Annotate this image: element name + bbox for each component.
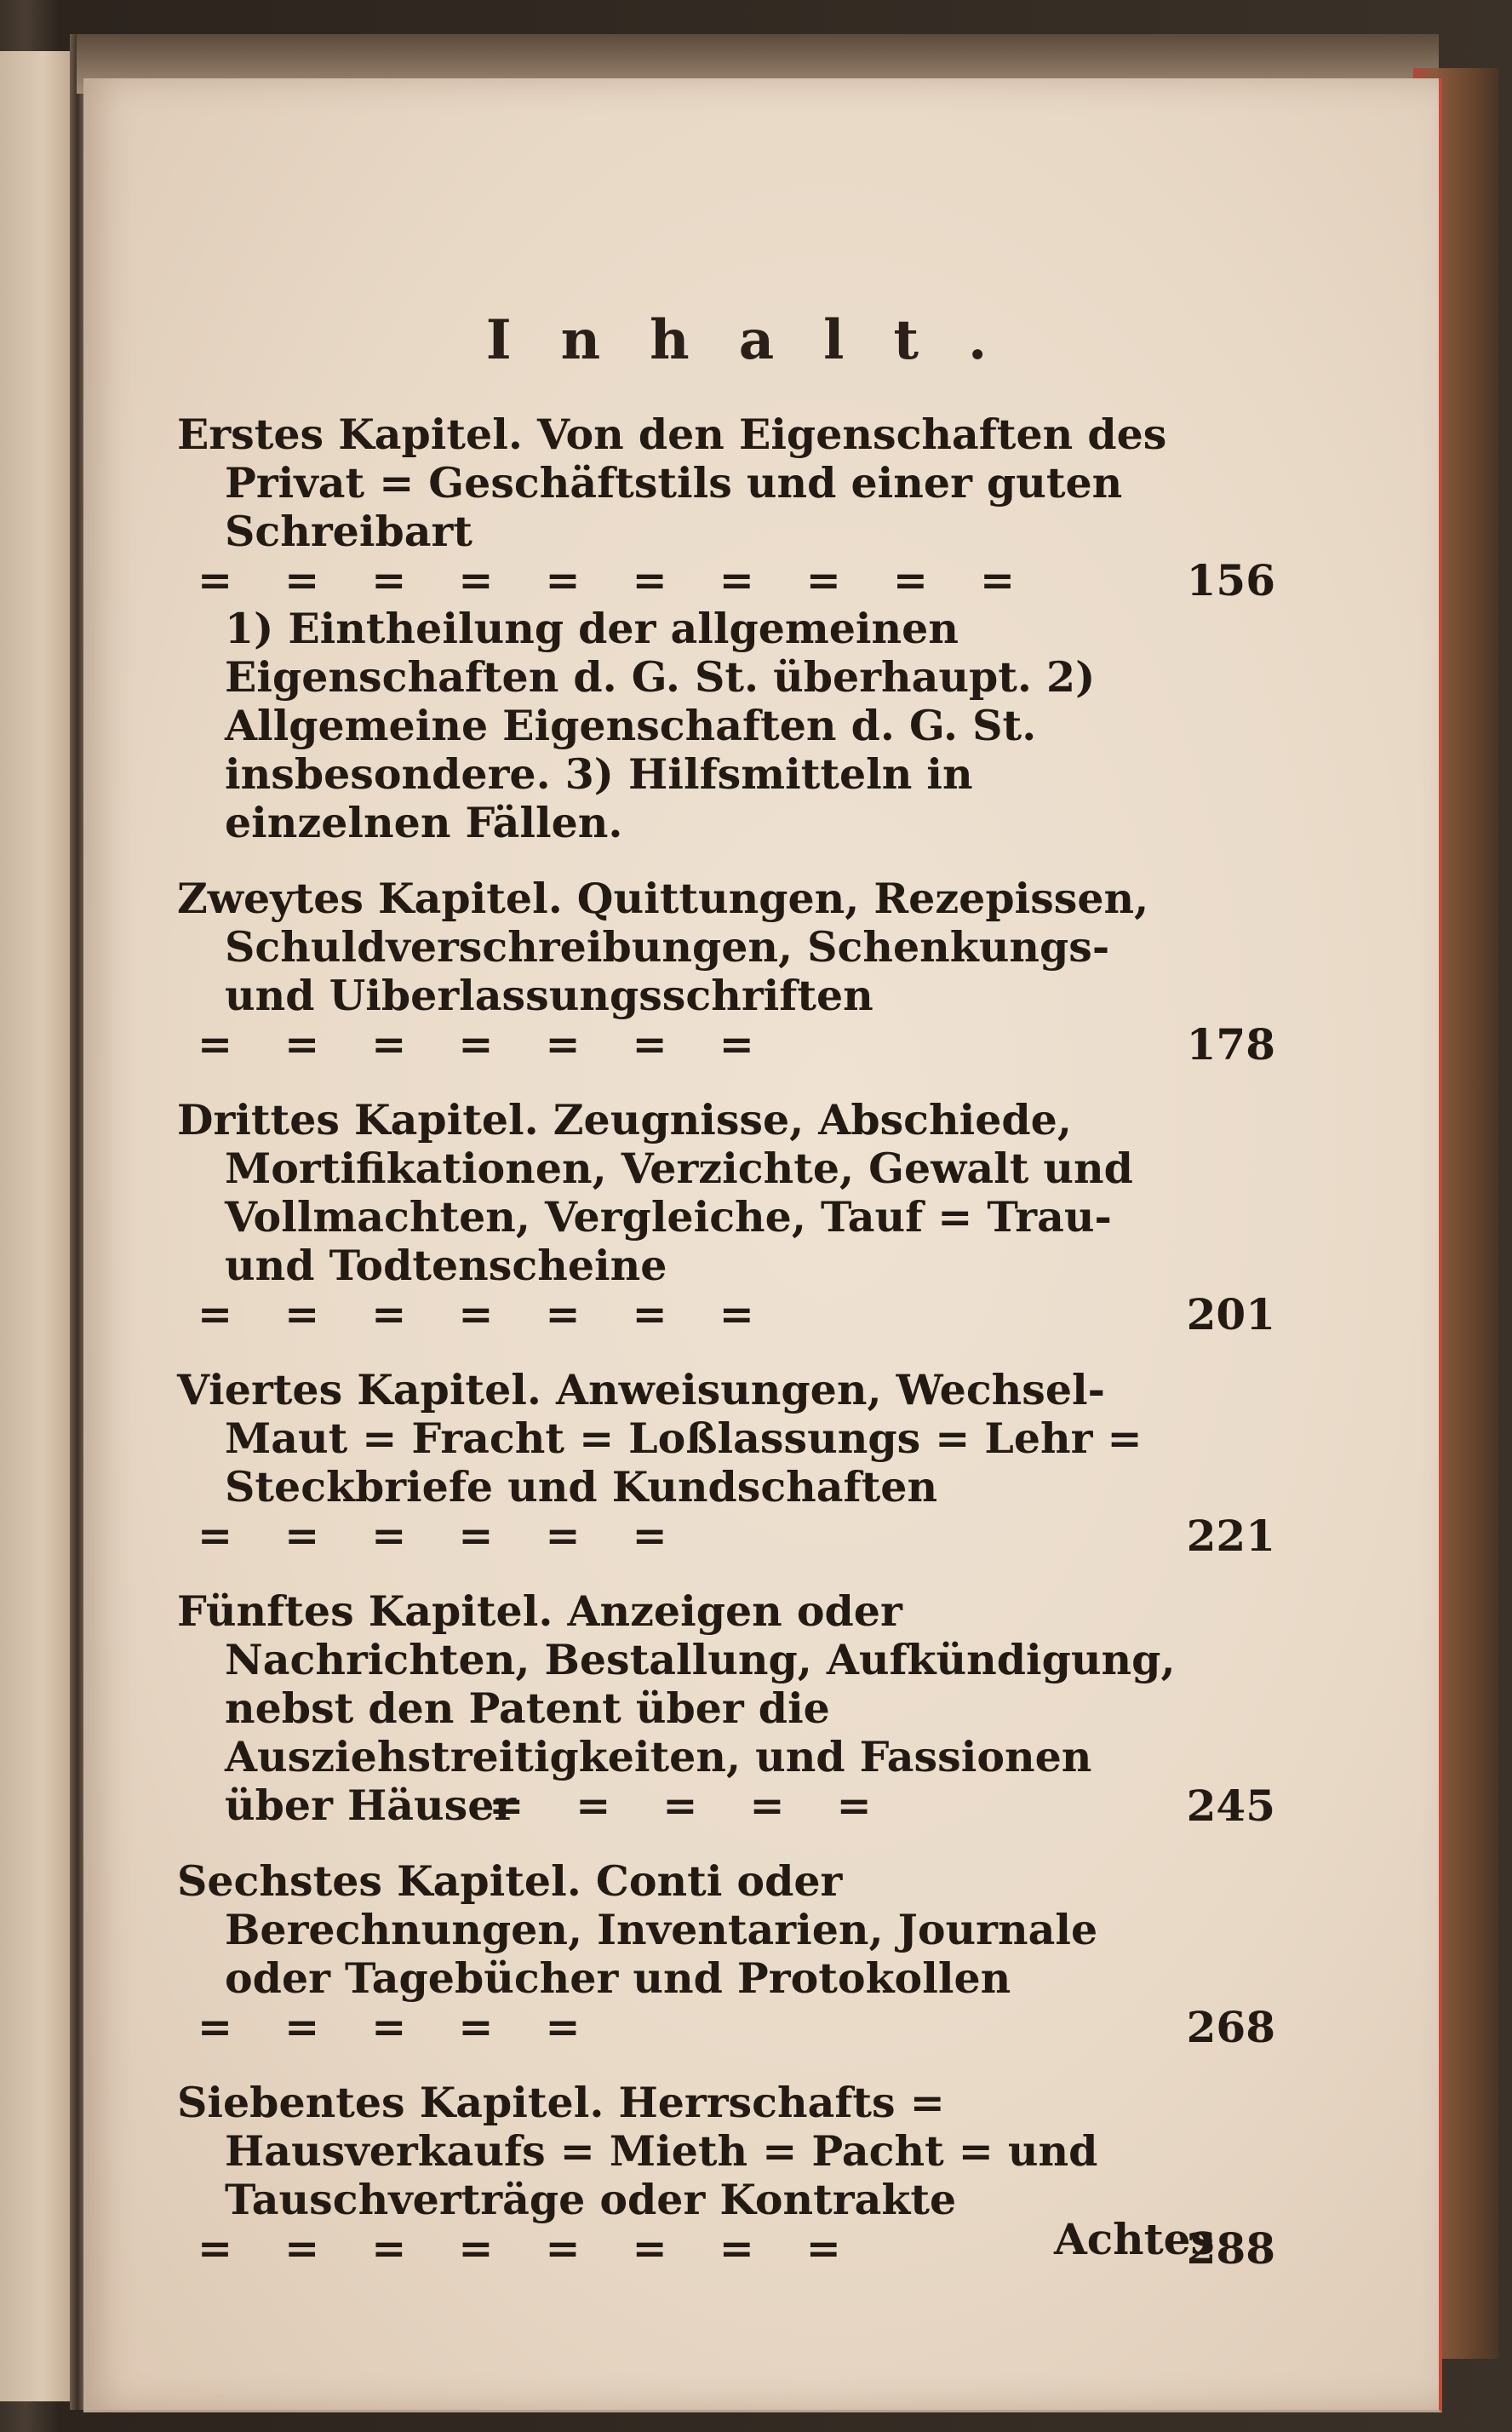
leader-dots: = = = = = = = = = =	[198, 555, 1034, 605]
leader-dots: = = = = = = = =	[198, 2223, 860, 2273]
table-of-contents	[177, 410, 1275, 2300]
book-page	[83, 78, 1442, 2412]
toc-page-number: 156	[1186, 555, 1275, 605]
toc-entry-subsections: 1) Eintheilung der allgemeinen Eigenschaften d. G. St. überhaupt. 2) Allgemeine Eigenschaften d. G. St. insbesondere. 3) Hilfsmitteln in einzelnen Fällen.	[225, 604, 1096, 847]
toc-entry-title: Viertes Kapitel. Anweisungen, Wechsel- Maut = Fracht = Loßlassungs = Lehr = Steckbriefe und Kundschaften	[177, 1365, 1143, 1511]
toc-page-number: 221	[1186, 1511, 1275, 1561]
leader-dots: = = = = =	[489, 1781, 891, 1830]
toc-entry-title: Zweytes Kapitel. Quittungen, Rezepissen, Schuldverschreibungen, Schenkungs- und Uiberlassungsschriften	[177, 874, 1149, 1020]
toc-entry	[177, 1857, 1275, 2051]
leader-dots: = = = = = = =	[198, 1019, 773, 1069]
toc-entry-title: Erstes Kapitel. Von den Eigenschaften des Privat = Geschäftstils und einer guten Schreibart	[177, 410, 1167, 556]
toc-entry	[177, 1366, 1275, 1560]
toc-entry-title: Drittes Kapitel. Zeugnisse, Abschiede, Mortifikationen, Verzichte, Gewalt und Vollmachten, Vergleiche, Tauf = Trau- und Todtenscheine	[177, 1095, 1133, 1290]
toc-entry	[177, 875, 1275, 1069]
page-title: Inhalt.	[485, 308, 1037, 372]
catchword: Achtes	[1054, 2214, 1215, 2264]
toc-entry-title: Sechstes Kapitel. Conti oder Berechnungen, Inventarien, Journale oder Tagebücher und Protokollen	[177, 1856, 1098, 2003]
toc-page-number: 288	[1186, 2223, 1275, 2274]
toc-page-number: 268	[1186, 2002, 1275, 2052]
toc-page-number: 245	[1186, 1781, 1275, 1831]
toc-page-number: 178	[1186, 1019, 1275, 1070]
toc-page-number: 201	[1186, 1289, 1275, 1339]
toc-entry	[177, 410, 1275, 847]
leader-dots: = = = = = =	[198, 1511, 686, 1560]
leader-dots: = = = = =	[198, 2002, 599, 2051]
toc-entry	[177, 1587, 1275, 1830]
leader-dots: = = = = = = =	[198, 1289, 773, 1339]
left-page-edge	[0, 51, 72, 2401]
toc-entry-title: Fünftes Kapitel. Anzeigen oder Nachrichten, Bestallung, Aufkündigung, nebst den Patent über die Ausziehstreitigkeiten, und Fassionen über Häuser	[177, 1586, 1176, 1830]
toc-entry	[177, 1096, 1275, 1339]
toc-entry-title: Siebentes Kapitel. Herrschafts = Hausverkaufs = Mieth = Pacht = und Tauschverträge oder Kontrakte	[177, 2078, 1098, 2224]
